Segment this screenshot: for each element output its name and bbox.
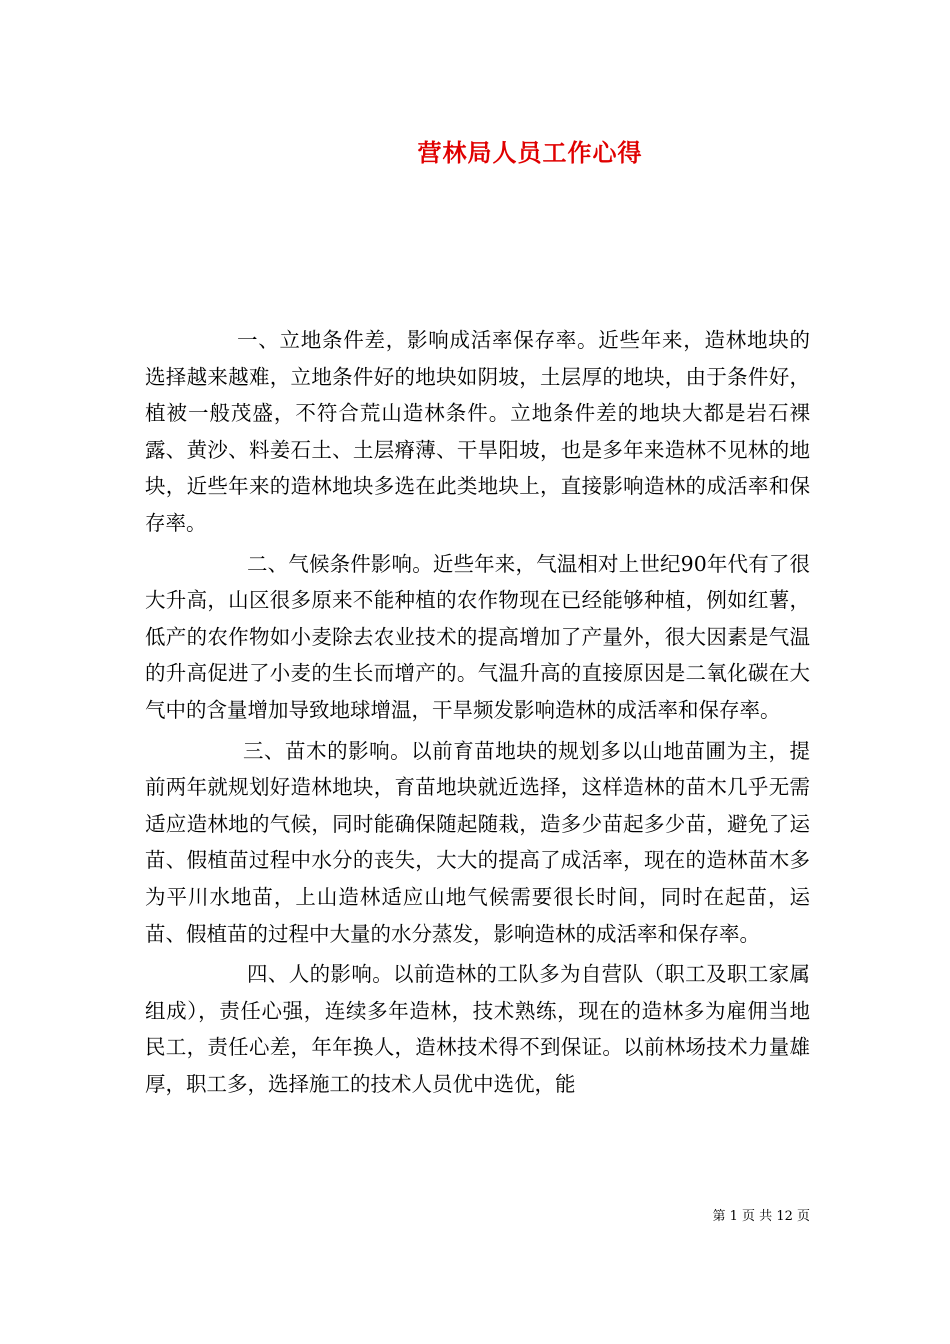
page-number-footer: 第 1 页 共 12 页 [712,1209,810,1224]
document-body [145,322,810,1106]
document-title: 营林局人员工作心得 [417,138,643,167]
paragraph-1: 一、立地条件差，影响成活率保存率。近些年来，造林地块的选择越来越难，立地条件好的地块如阴坡，土层厚的地块，由于条件好，植被一般茂盛，不符合荒山造林条件。立地条件差的地块大都是岩石裸露、黄沙、料姜石土、土层瘠薄、干旱阳坡，也是多年来造林不见林的地块，近些年来的造林地块多选在此类地块上，直接影响造林的成活率和保存率。 [145,328,810,535]
paragraph-4: 四、人的影响。以前造林的工队多为自营队（职工及职工家属组成），责任心强，连续多年造林，技术熟练，现在的造林多为雇佣当地民工，责任心差，年年换人，造林技术得不到保证。以前林场技术力量雄厚，职工多，选择施工的技术人员优中选优，能 [145,962,810,1096]
paragraph-2: 二、气候条件影响。近些年来，气温相对上世纪90年代有了很大升高，山区很多原来不能种植的农作物现在已经能够种植，例如红薯，低产的农作物如小麦除去农业技术的提高增加了产量外，很大因素是气温的升高促进了小麦的生长而增产的。气温升高的直接原因是二氧化碳在大气中的含量增加导致地球增温，干旱频发影响造林的成活率和保存率。 [145,551,810,722]
paragraph-3: 三、苗木的影响。以前育苗地块的规划多以山地苗圃为主，提前两年就规划好造林地块，育苗地块就近选择，这样造林的苗木几乎无需适应造林地的气候，同时能确保随起随栽，造多少苗起多少苗，避免了运苗、假植苗过程中水分的丧失，大大的提高了成活率，现在的造林苗木多为平川水地苗，上山造林适应山地气候需要很长时间，同时在起苗，运苗、假植苗的过程中大量的水分蒸发，影响造林的成活率和保存率。 [145,738,810,946]
